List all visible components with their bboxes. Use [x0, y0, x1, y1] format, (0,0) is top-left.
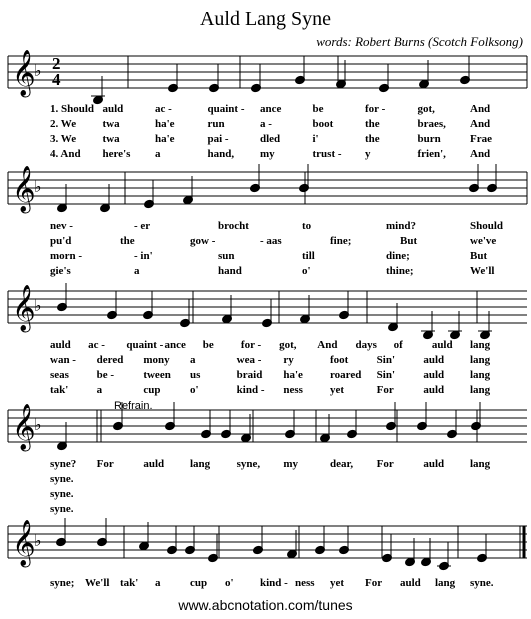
lyric-syllable: a	[96, 384, 103, 396]
lyric-syllable: till	[302, 250, 315, 262]
lyric-syllable: lang	[470, 369, 491, 381]
flat-sign-icon: ♭	[34, 531, 42, 550]
lyric-syllable: ha'e	[155, 133, 175, 145]
lyric-syllable: cup	[143, 384, 161, 396]
lyric-syllable: a	[134, 265, 140, 277]
lyric-syllable: for -	[240, 339, 262, 351]
lyric-syllable: tak'	[120, 577, 139, 589]
lyric-syllable: syne?	[50, 458, 77, 470]
lyric-syllable: But	[470, 250, 488, 262]
lyric-syllable: dear,	[330, 458, 354, 470]
treble-clef-icon: 𝄞	[12, 166, 36, 212]
lyric-syllable: my	[260, 148, 275, 160]
lyric-syllable: ha'e	[283, 369, 303, 381]
lyric-syllable: 1. Should	[50, 103, 95, 115]
composer-credit: words: Robert Burns (Scotch Folksong)	[316, 34, 523, 49]
lyric-syllable: o'	[190, 384, 199, 396]
lyric-syllable: ness	[283, 384, 303, 396]
lyric-syllable: thine;	[386, 265, 414, 277]
lyric-syllable: ac -	[155, 103, 172, 115]
lyric-syllable: auld	[50, 339, 71, 351]
lyric-syllable: And	[317, 339, 338, 351]
lyric-syllable: 4. And	[50, 148, 81, 160]
lyric-syllable: dine;	[386, 250, 410, 262]
lyric-syllable: lang	[435, 577, 456, 589]
flat-sign-icon: ♭	[34, 296, 42, 315]
lyric-syllable: ness	[295, 577, 315, 589]
lyric-syllable: yet	[330, 577, 345, 589]
lyric-syllable: nev -	[50, 220, 73, 232]
lyric-syllable: auld	[423, 458, 445, 470]
lyric-syllable: frien',	[417, 148, 446, 160]
lyric-syllable: Sin'	[376, 369, 396, 381]
lyric-syllable: boot	[312, 118, 334, 130]
lyric-syllable: Sin'	[376, 354, 396, 366]
lyric-syllable: us	[190, 369, 201, 381]
lyric-syllable: wan -	[50, 354, 76, 366]
lyric-syllable: And	[470, 148, 491, 160]
lyric-syllable: brocht	[218, 220, 249, 232]
lyric-syllable: seas	[50, 369, 69, 381]
lyric-syllable: And	[470, 118, 491, 130]
lyric-syllable: Frae	[470, 133, 492, 145]
treble-clef-icon: 𝄞	[12, 404, 36, 450]
lyric-syllable: tween	[143, 369, 171, 381]
lyric-syllable: got,	[279, 339, 297, 351]
lyric-syllable: lang	[470, 458, 491, 470]
lyric-syllable: trust -	[312, 148, 342, 160]
lyric-syllable: But	[400, 235, 418, 247]
lyric-syllable: y	[365, 148, 371, 160]
lyric-syllable: the	[365, 133, 380, 145]
lyric-syllable: here's	[102, 148, 131, 160]
lyric-syllable: lang	[470, 339, 491, 351]
lyric-syllable: be -	[96, 369, 115, 381]
lyric-syllable: ance	[260, 103, 282, 115]
lyric-syllable: gie's	[50, 265, 71, 277]
lyric-syllable: 2. We	[50, 118, 77, 130]
lyric-syllable: the	[120, 235, 135, 247]
lyric-syllable: sun	[218, 250, 235, 262]
lyric-syllable: lang	[190, 458, 211, 470]
lyric-syllable: be	[312, 103, 324, 115]
lyric-syllable: dered	[96, 354, 124, 366]
lyric-syllable: run	[207, 118, 225, 130]
lyric-syllable: o'	[225, 577, 234, 589]
lyric-syllable: auld	[143, 458, 165, 470]
lyric-syllable: For	[96, 458, 114, 470]
lyric-syllable: of	[393, 339, 403, 351]
lyric-syllable: dled	[260, 133, 281, 145]
lyric-syllable: a	[155, 148, 161, 160]
lyric-syllable: Should	[470, 220, 504, 232]
lyric-syllable: wea -	[236, 354, 262, 366]
lyric-syllable: roared	[330, 369, 362, 381]
flat-sign-icon: ♭	[34, 61, 42, 80]
lyric-syllable: morn -	[50, 250, 83, 262]
lyric-syllable: hand,	[207, 148, 235, 160]
lyric-syllable: syne.	[50, 488, 74, 500]
lyric-syllable: braid	[236, 369, 263, 381]
lyric-syllable: tak'	[50, 384, 69, 396]
refrain-label: Refrain.	[114, 400, 153, 412]
lyric-syllable: For	[365, 577, 383, 589]
lyric-syllable: - er	[134, 220, 151, 232]
lyric-syllable: lang	[470, 384, 491, 396]
lyric-syllable: For	[376, 384, 394, 396]
flat-sign-icon: ♭	[34, 415, 42, 434]
tune-title: Auld Lang Syne	[199, 8, 332, 30]
lyric-syllable: quaint -	[207, 103, 245, 115]
lyric-syllable: burn	[417, 133, 441, 145]
lyric-syllable: syne;	[50, 577, 75, 589]
lyric-syllable: auld	[400, 577, 421, 589]
lyric-syllable: quaint -	[126, 339, 164, 351]
lyric-syllable: o'	[302, 265, 311, 277]
lyric-syllable: got,	[417, 103, 435, 115]
lyric-syllable: And	[470, 103, 491, 115]
lyric-syllable: days	[355, 339, 377, 351]
lyric-syllable: foot	[330, 354, 349, 366]
lyric-syllable: fine;	[330, 235, 352, 247]
lyric-syllable: - aas	[260, 235, 282, 247]
lyric-syllable: We'll	[85, 577, 110, 589]
lyric-syllable: 3. We	[50, 133, 77, 145]
lyric-syllable: pai -	[207, 133, 229, 145]
lyric-syllable: syne,	[236, 458, 261, 470]
lyric-syllable: auld	[423, 354, 445, 366]
lyric-syllable: syne.	[470, 577, 494, 589]
lyric-syllable: twa	[102, 118, 120, 130]
lyric-syllable: mony	[143, 354, 170, 366]
lyric-syllable: mind?	[386, 220, 416, 232]
lyric-syllable: auld	[423, 369, 445, 381]
footer-url: www.abcnotation.com/tunes	[178, 597, 353, 613]
time-signature-top: 2	[52, 54, 61, 73]
lyric-syllable: auld	[431, 339, 453, 351]
lyric-syllable: syne.	[50, 473, 74, 485]
flat-sign-icon: ♭	[34, 177, 42, 196]
lyric-syllable: kind -	[260, 577, 288, 589]
lyric-syllable: kind -	[236, 384, 265, 396]
lyric-syllable: lang	[470, 354, 491, 366]
time-signature-bottom: 4	[52, 70, 61, 89]
lyric-syllable: hand	[218, 265, 242, 277]
lyric-syllable: cup	[190, 577, 208, 589]
lyric-syllable: a -	[260, 118, 272, 130]
lyric-syllable: to	[302, 220, 312, 232]
lyric-syllable: auld	[423, 384, 445, 396]
lyric-syllable: For	[376, 458, 394, 470]
lyric-syllable: we've	[470, 235, 497, 247]
lyric-syllable: syne.	[50, 503, 74, 515]
lyric-syllable: ac -	[88, 339, 105, 351]
lyric-syllable: braes,	[417, 118, 446, 130]
lyric-syllable: a	[190, 354, 196, 366]
lyric-syllable: pu'd	[50, 235, 72, 247]
lyric-syllable: gow -	[190, 235, 216, 247]
treble-clef-icon: 𝄞	[12, 50, 36, 96]
lyric-syllable: i'	[312, 133, 319, 145]
lyric-syllable: a	[155, 577, 161, 589]
lyric-syllable: twa	[102, 133, 120, 145]
lyric-syllable: - in'	[134, 250, 153, 262]
lyric-syllable: my	[283, 458, 299, 470]
lyric-syllable: yet	[330, 384, 345, 396]
treble-clef-icon: 𝄞	[12, 520, 36, 566]
lyric-syllable: ha'e	[155, 118, 175, 130]
lyric-syllable: for -	[365, 103, 386, 115]
treble-clef-icon: 𝄞	[12, 285, 36, 331]
lyric-syllable: auld	[102, 103, 124, 115]
lyric-syllable: ry	[283, 354, 294, 366]
lyric-syllable: be	[202, 339, 214, 351]
lyric-syllable: ance	[164, 339, 186, 351]
lyric-syllable: We'll	[470, 265, 495, 277]
lyric-syllable: the	[365, 118, 380, 130]
